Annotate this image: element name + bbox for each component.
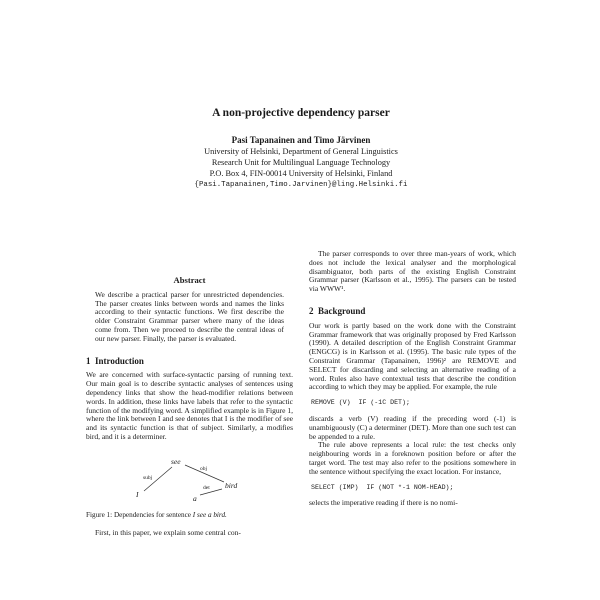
figure-label-subj: subj (142, 474, 152, 481)
dependency-diagram (131, 454, 249, 502)
figure-label-obj: obj (199, 465, 207, 472)
affiliation-line-3: P.O. Box 4, FIN-00014 University of Helsinki, Finland (209, 169, 393, 178)
figure-label-det: det (202, 484, 210, 491)
background-paragraph-3: The rule above represents a local rule: the test checks only neighbouring words in a foreknown position before or after the target word. The test may also refer to the positions somewhere in the sentence without specifying the exact location. For instance, (309, 440, 516, 476)
section-1-heading: 1 Introduction (86, 355, 144, 366)
intro-partial-line: First, in this paper, we explain some central con- (95, 528, 241, 538)
paper-title: A non-projective dependency parser (212, 107, 390, 119)
affiliation-line-2: Research Unit for Multilingual Language Technology (211, 158, 391, 167)
authors-line: Pasi Tapanainen and Timo Järvinen (231, 135, 371, 145)
affiliation-line-1: University of Helsinki, Department of General Linguistics (204, 147, 398, 156)
parser-manyears-paragraph: The parser corresponds to over three man-years of work, which does not include the lexical analyser and the morphological disambiguator, both parts of the existing English Constraint Grammar parser (Karlsson et al., 1995). The parsers can be tested via WWW¹. (309, 249, 516, 294)
background-partial-line: selects the imperative reading if there is no nomi- (309, 498, 458, 508)
two-column-body (86, 250, 516, 538)
background-paragraph-2: discards a verb (V) reading if the preceding word (-1) is unambiguously (C) a determiner (DET). More than one such test can be appended to a rule. (309, 413, 516, 441)
abstract-text: We describe a practical parser for unrestricted dependencies. The parser creates links between words and names the links according to their syntactic functions. We first describe the older Constraint Grammar parser where many of the ideas come from. Then we proceed to describe the central ideas of our new parser. Finally, the parser is evaluated. (95, 289, 284, 343)
intro-paragraph: We are concerned with surface-syntactic parsing of running text. Our main goal is to describe syntactic analyses of sentences using dependency links that show the head-modifier relations between words. In addition, these links have labels that refer to the syntactic function of the modifying word. A simplified example is in Figure 1, where the link between I and see denotes that I is the modifier of see and its syntactic function is that of subject. Similarly, a modifies bird, and it is a determiner. (86, 370, 293, 441)
figure-word-i: I (135, 489, 138, 499)
background-paragraph-1: Our work is partly based on the work done with the Constraint Grammar framework that was originally proposed by Fred Karlsson (1990). A detailed description of the English Constraint Grammar (ENGCG) is in Karlsson et al. (1995). The basic rule types of the Constraint Grammar (Tapanainen, 1996)² are REMOVE and SELECT for discarding and selecting an alternative reading of a word. Rules also have contextual tests that describe the condition according to which they may be applied. For example, the rule (309, 320, 516, 392)
grammar-rule-select: SELECT (IMP) IF (NOT *-1 NOM-HEAD); (311, 483, 454, 491)
grammar-rule-remove: REMOVE (V) IF (-1C DET); (311, 399, 410, 407)
figure-caption-text: Figure 1: Dependencies for sentence (86, 510, 193, 519)
email-line: {Pasi.Tapanainen,Timo.Jarvinen}@ling.Helsinki.fi (194, 181, 408, 189)
right-column (309, 250, 516, 538)
figure-1-caption (86, 511, 293, 520)
paper-page (86, 98, 516, 538)
figure-1 (86, 454, 293, 505)
abstract-heading: Abstract (173, 275, 206, 285)
figure-word-bird: bird (224, 480, 237, 490)
left-column (86, 250, 293, 538)
figure-caption-sentence: I see a bird. (192, 510, 227, 519)
figure-word-a: a (192, 493, 197, 502)
figure-word-see: see (170, 456, 181, 466)
section-2-heading: 2 Background (309, 305, 366, 316)
